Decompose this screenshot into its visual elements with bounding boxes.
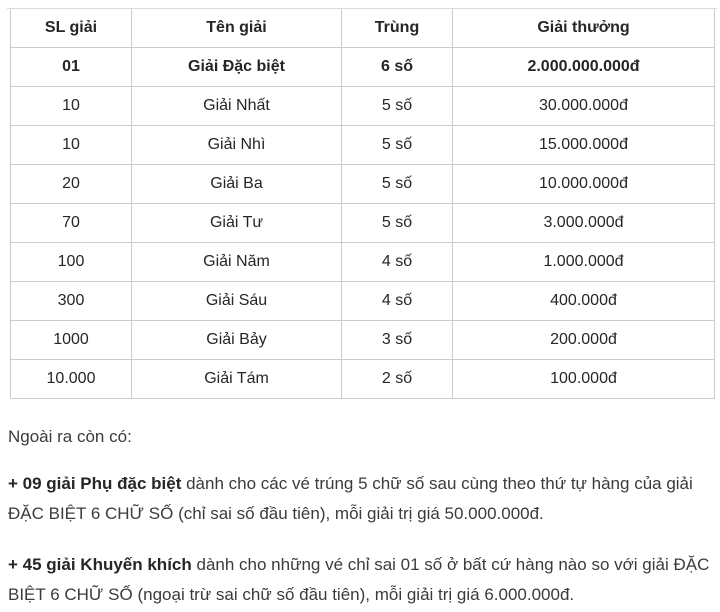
table-cell-thuong: 30.000.000đ — [453, 87, 715, 126]
table-row — [11, 126, 715, 165]
table-cell-trung: 2 số — [342, 360, 453, 399]
table-cell-sl: 20 — [11, 165, 132, 204]
table-cell-ten: Giải Tám — [132, 360, 342, 399]
table-cell-ten: Giải Ba — [132, 165, 342, 204]
table-cell-ten: Giải Năm — [132, 243, 342, 282]
notes-section — [8, 426, 710, 610]
table-cell-trung: 4 số — [342, 243, 453, 282]
table-cell-trung: 5 số — [342, 126, 453, 165]
table-cell-trung: 5 số — [342, 204, 453, 243]
table-cell-ten: Giải Nhất — [132, 87, 342, 126]
table-cell-sl: 1000 — [11, 321, 132, 360]
note-phu-dac-biet-text: dành cho các vé trúng 5 chữ số sau cùng theo thứ tự hàng của giải ĐẶC BIỆT 6 CHỮ SỐ (chỉ sai số đầu tiên), mỗi giải trị giá 50.000.000đ. — [8, 474, 693, 523]
note-khuyen-khich-text: dành cho những vé chỉ sai 01 số ở bất cứ hàng nào so với giải ĐẶC BIỆT 6 CHỮ SỐ (ngoại trừ sai chữ số đầu tiên), mỗi giải trị giá 6.000.000đ. — [8, 555, 710, 604]
header-cell-ten-giai: Tên giải — [132, 9, 342, 48]
table-cell-sl: 10.000 — [11, 360, 132, 399]
header-cell-trung: Trùng — [342, 9, 453, 48]
table-cell-thuong: 100.000đ — [453, 360, 715, 399]
table-cell-ten: Giải Nhì — [132, 126, 342, 165]
table-cell-thuong: 1.000.000đ — [453, 243, 715, 282]
top-divider — [7, 8, 717, 9]
prize-table — [10, 8, 715, 399]
table-cell-thuong: 200.000đ — [453, 321, 715, 360]
table-cell-thuong: 400.000đ — [453, 282, 715, 321]
header-cell-giai-thuong: Giải thưởng — [453, 9, 715, 48]
table-row — [11, 204, 715, 243]
header-row — [11, 9, 715, 48]
table-cell-sl: 300 — [11, 282, 132, 321]
note-phu-dac-biet-lead: + 09 giải Phụ đặc biệt — [8, 474, 182, 493]
header-cell-sl-giai: SL giải — [11, 9, 132, 48]
note-phu-dac-biet — [8, 469, 710, 529]
table-cell-ten: Giải Tư — [132, 204, 342, 243]
prize-table-body — [11, 48, 715, 399]
table-row — [11, 165, 715, 204]
table-row — [11, 243, 715, 282]
prize-table-header — [11, 9, 715, 48]
table-cell-ten: Giải Sáu — [132, 282, 342, 321]
table-cell-sl: 10 — [11, 126, 132, 165]
table-row — [11, 48, 715, 87]
table-cell-sl: 01 — [11, 48, 132, 87]
note-khuyen-khich-lead: + 45 giải Khuyến khích — [8, 555, 192, 574]
table-cell-thuong: 2.000.000.000đ — [453, 48, 715, 87]
table-cell-thuong: 3.000.000đ — [453, 204, 715, 243]
table-row — [11, 282, 715, 321]
table-row — [11, 87, 715, 126]
note-khuyen-khich — [8, 550, 710, 610]
table-cell-trung: 5 số — [342, 87, 453, 126]
table-cell-sl: 10 — [11, 87, 132, 126]
table-cell-ten: Giải Đặc biệt — [132, 48, 342, 87]
table-cell-trung: 4 số — [342, 282, 453, 321]
table-cell-thuong: 15.000.000đ — [453, 126, 715, 165]
notes-intro: Ngoài ra còn có: — [8, 427, 132, 446]
table-cell-ten: Giải Bảy — [132, 321, 342, 360]
table-cell-trung: 6 số — [342, 48, 453, 87]
table-row — [11, 321, 715, 360]
table-cell-sl: 70 — [11, 204, 132, 243]
table-cell-thuong: 10.000.000đ — [453, 165, 715, 204]
table-row — [11, 360, 715, 399]
table-cell-sl: 100 — [11, 243, 132, 282]
table-cell-trung: 3 số — [342, 321, 453, 360]
table-cell-trung: 5 số — [342, 165, 453, 204]
